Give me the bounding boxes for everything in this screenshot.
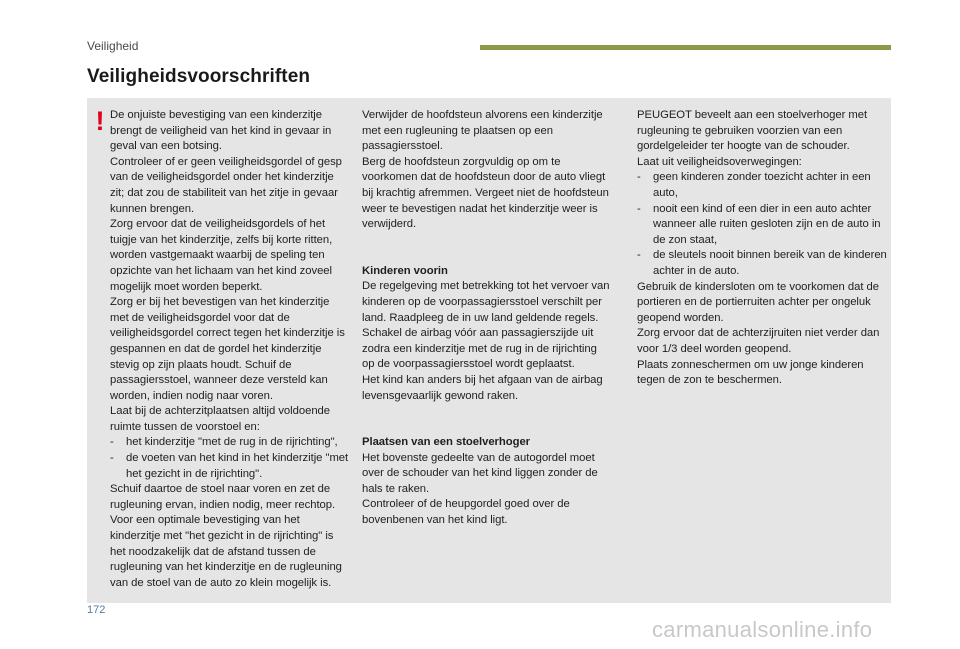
section-heading: Kinderen voorin [362, 264, 448, 277]
paragraph: Laat bij de achterzitplaatsen altijd voldoende ruimte tussen de voorstoel en: [110, 405, 331, 433]
section-divider-bar [480, 45, 891, 50]
paragraph: Controleer of er geen veiligheidsgordel of gesp van de veiligheidsgordel onder het kinderzitje zit; dat zou de stabiliteit van het zitje in gevaar kunnen brengen. [110, 155, 342, 215]
paragraph: Laat uit veiligheidsoverwegingen: [637, 155, 802, 168]
paragraph: Het kind kan anders bij het afgaan van de airbag levensgevaarlijk gewond raken. [362, 373, 603, 402]
warning-icon: ! [95, 106, 105, 136]
paragraph: Verwijder de hoofdsteun alvorens een kinderzitje met een rugleuning te plaatsen op een passagiersstoel. [362, 109, 603, 153]
list-item: - de sleutels nooit binnen bereik van de kinderen achter in de auto. [637, 249, 887, 277]
list-item: - geen kinderen zonder toezicht achter in een auto, [637, 171, 871, 199]
paragraph: Zorg er bij het bevestigen van het kinderzitje met de veiligheidsgordel voor dat de veiligheidsgordel correct tegen het kinderzitje is gespannen en dat de gordel het kinderzitje stevig op zijn plaats houdt. Schuif de passagiersstoel, wanneer deze versteld kan worden, indien nodig naar voren. [110, 296, 345, 402]
paragraph: Berg de hoofdsteun zorgvuldig op om te voorkomen dat de hoofdsteun door de auto vliegt bij krachtig afremmen. Vergeet niet de hoofdsteun weer te bevestigen nadat het kinderzitje weer is verwijderd. [362, 155, 609, 231]
section-heading: Plaatsen van een stoelverhoger [362, 436, 531, 449]
list-item: - de voeten van het kind in het kinderzitje "met het gezicht in de rijrichting". [110, 452, 349, 480]
paragraph: Het bovenste gedeelte van de autogordel moet over de schouder van het kind liggen zonder de hals te raken. [362, 451, 598, 495]
column-1 [110, 108, 350, 591]
paragraph: Controleer of de heupgordel goed over de bovenbenen van het kind ligt. [362, 498, 570, 527]
paragraph: Plaats zonneschermen om uw jonge kinderen tegen de zon te beschermen. [637, 358, 864, 387]
paragraph: Gebruik de kindersloten om te voorkomen dat de portieren en de portierruiten achter per ongeluk geopend worden. [637, 280, 879, 324]
paragraph: De regelgeving met betrekking tot het vervoer van kinderen op de voorpassagiersstoel verschilt per land. Raadpleeg de in uw land geldende regels. [362, 280, 610, 324]
list-item: - het kinderzitje "met de rug in de rijrichting", [110, 436, 338, 449]
column-3 [637, 108, 887, 389]
paragraph: Schuif daartoe de stoel naar voren en zet de rugleuning ervan, indien nodig, meer rechtop. [110, 483, 336, 511]
page-number: 172 [87, 604, 106, 616]
section-label: Veiligheid [87, 39, 139, 53]
paragraph: PEUGEOT beveelt aan een stoelverhoger met rugleuning te gebruiken voorzien van een gordelgeleider ter hoogte van de schouder. [637, 109, 868, 153]
page-title: Veiligheidsvoorschriften [87, 66, 311, 87]
paragraph: Voor een optimale bevestiging van het kinderzitje met "het gezicht in de rijrichting" is het noodzakelijk dat de afstand tussen de rugleuning van het kinderzitje en de rugleuning van de stoel van de auto zo klein mogelijk is. [110, 514, 342, 589]
paragraph: Zorg ervoor dat de achterzijruiten niet verder dan voor 1/3 deel worden geopend. [637, 327, 880, 355]
column-2 [362, 108, 610, 529]
paragraph: De onjuiste bevestiging van een kinderzitje brengt de veiligheid van het kind in gevaar in geval van een botsing. [110, 109, 332, 153]
paragraph: Zorg ervoor dat de veiligheidsgordels of het tuigje van het kinderzitje, zelfs bij korte ritten, worden vastgemaakt waarbij de speling ten opzichte van het lichaam van het kind zoveel mogelijk moet worden beperkt. [110, 218, 333, 293]
paragraph: Schakel de airbag vóór aan passagierszijde uit zodra een kinderzitje met de rug in de rijrichting op de voorpassagiersstoel wordt geplaatst. [362, 327, 597, 371]
watermark: carmanualsonline.info [652, 617, 873, 642]
list-item: - nooit een kind of een dier in een auto achter wanneer alle ruiten gesloten zijn en de auto in de zon staat, [637, 202, 881, 246]
